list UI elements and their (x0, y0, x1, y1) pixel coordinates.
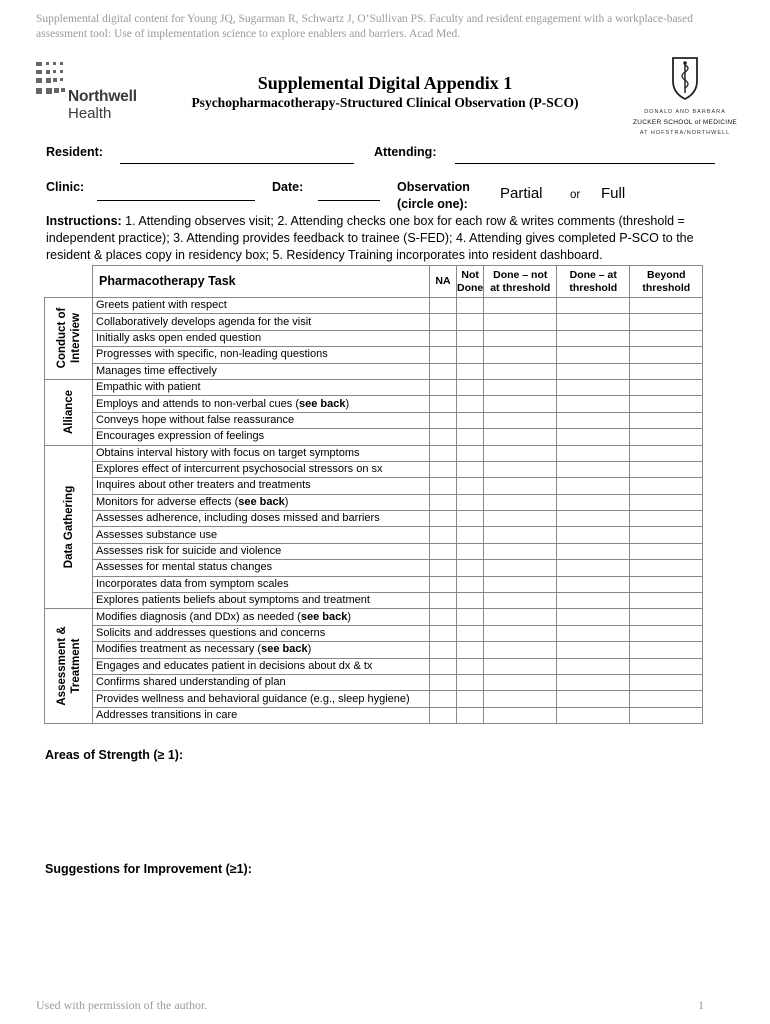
checkbox-at-threshold[interactable] (557, 363, 630, 379)
checkbox-beyond[interactable] (630, 543, 703, 559)
task-text: Employs and attends to non-verbal cues ( (96, 397, 300, 410)
section-label-line: Interview (69, 313, 82, 364)
checkbox-beyond[interactable] (630, 674, 703, 690)
checkbox-not-threshold[interactable] (484, 560, 557, 576)
table-row (45, 494, 703, 510)
table-row (45, 461, 703, 477)
table-row (45, 674, 703, 690)
checkbox-na[interactable] (430, 560, 457, 576)
checkbox-at-threshold[interactable] (557, 609, 630, 625)
task-text: ) (307, 643, 312, 656)
checkbox-not-threshold[interactable] (484, 412, 557, 428)
task-cell (93, 412, 430, 428)
areas-of-strength-label: Areas of Strength (≥ 1): (45, 748, 184, 762)
footer-permission: Used with permission of the author. (36, 998, 208, 1012)
table-row (45, 691, 703, 707)
section-label-cell (45, 609, 93, 724)
caduceus-shield-icon (670, 55, 700, 101)
instructions-text: 1. Attending observes visit; 2. Attending checks one box for each row & writes comments (threshold = independent practice); 3. Attending provides feedback to trainee (S-FED); 4. Attending gives completed P-SCO to the resident & places copy in residency box; 5. Residency Training incorporates into resident dashboard. (46, 214, 694, 262)
checkbox-at-threshold[interactable] (557, 478, 630, 494)
checkbox-not-done[interactable] (457, 691, 484, 707)
task-text: ) (284, 495, 289, 508)
checkbox-beyond[interactable] (630, 445, 703, 461)
table-row (45, 593, 703, 609)
task-cell (93, 429, 430, 445)
checkbox-not-threshold[interactable] (484, 478, 557, 494)
checkbox-not-threshold[interactable] (484, 445, 557, 461)
task-text: Solicits and addresses questions and concerns (96, 627, 326, 639)
task-text: ) (345, 397, 350, 410)
resident-label: Resident: (46, 145, 103, 159)
checkbox-not-done[interactable] (457, 707, 484, 723)
checkbox-at-threshold[interactable] (557, 543, 630, 559)
task-cell (93, 576, 430, 592)
table-row (45, 347, 703, 363)
checkbox-beyond[interactable] (630, 658, 703, 674)
checkbox-at-threshold[interactable] (557, 593, 630, 609)
checkbox-at-threshold[interactable] (557, 412, 630, 428)
checkbox-at-threshold[interactable] (557, 347, 630, 363)
checkbox-na[interactable] (430, 379, 457, 395)
checkbox-not-threshold[interactable] (484, 593, 557, 609)
checkbox-not-threshold[interactable] (484, 527, 557, 543)
see-back-note: see back (299, 397, 346, 410)
checkbox-not-done[interactable] (457, 461, 484, 477)
checkbox-at-threshold[interactable] (557, 642, 630, 658)
section-label (62, 486, 76, 568)
table-row (45, 363, 703, 379)
beyond-header-line1: Beyond (646, 268, 686, 281)
checkbox-beyond[interactable] (630, 642, 703, 658)
section-label (55, 627, 83, 706)
pharmacotherapy-task-table (44, 265, 703, 724)
checkbox-na[interactable] (430, 330, 457, 346)
checkbox-not-done[interactable] (457, 298, 484, 314)
task-text: Assesses risk for suicide and violence (96, 545, 282, 558)
task-text: Explores patients beliefs about symptoms and treatment (96, 594, 370, 607)
table-row (45, 527, 703, 543)
task-text: Modifies treatment as necessary ( (96, 643, 262, 656)
checkbox-na[interactable] (430, 691, 457, 707)
logo-text-donald-barbara: DONALD AND BARBARA (644, 109, 726, 115)
section-label-cell (45, 445, 93, 609)
checkbox-beyond[interactable] (630, 461, 703, 477)
task-cell (93, 560, 430, 576)
see-back-note: see back (261, 643, 308, 656)
table-row (45, 560, 703, 576)
northwell-health-logo (34, 60, 152, 124)
checkbox-na[interactable] (430, 347, 457, 363)
checkbox-beyond[interactable] (630, 625, 703, 641)
not-threshold-header-line2: at threshold (490, 281, 551, 294)
checkbox-na[interactable] (430, 363, 457, 379)
task-text: Greets patient with respect (96, 299, 227, 312)
checkbox-na[interactable] (430, 674, 457, 690)
checkbox-na[interactable] (430, 396, 457, 412)
not-done-header-line1: Not (461, 268, 479, 281)
partial-option[interactable]: Partial (500, 185, 543, 202)
checkbox-beyond[interactable] (630, 429, 703, 445)
logo-text-northwell: Northwell (68, 88, 137, 105)
checkbox-not-threshold[interactable] (484, 543, 557, 559)
checkbox-na[interactable] (430, 658, 457, 674)
citation-header: Supplemental digital content for Young JQ, Sugarman R, Schwartz J, O’Sullivan PS. Faculty and resident engagement with a workplace-based assessment tool: Use of implementation science to explore enablers and barriers. Acad Med. (36, 13, 693, 40)
checkbox-not-threshold[interactable] (484, 363, 557, 379)
checkbox-not-threshold[interactable] (484, 379, 557, 395)
checkbox-beyond[interactable] (630, 298, 703, 314)
task-text: Obtains interval history with focus on target symptoms (96, 446, 360, 459)
date-label: Date: (272, 180, 304, 194)
checkbox-beyond[interactable] (630, 363, 703, 379)
checkbox-beyond[interactable] (630, 478, 703, 494)
checkbox-na[interactable] (430, 494, 457, 510)
checkbox-not-done[interactable] (457, 511, 484, 527)
section-label-line: Data Gathering (62, 485, 75, 569)
checkbox-na[interactable] (430, 593, 457, 609)
logo-text-zucker-school: ZUCKER SCHOOL of MEDICINE (632, 119, 738, 126)
checkbox-not-done[interactable] (457, 658, 484, 674)
checkbox-not-threshold[interactable] (484, 347, 557, 363)
checkbox-not-done[interactable] (457, 527, 484, 543)
task-cell (93, 674, 430, 690)
task-text: ) (347, 610, 351, 623)
checkbox-at-threshold[interactable] (557, 494, 630, 510)
checkbox-na[interactable] (430, 461, 457, 477)
table-row (45, 298, 703, 314)
checkbox-not-done[interactable] (457, 674, 484, 690)
checkbox-not-done[interactable] (457, 543, 484, 559)
table-row (45, 429, 703, 445)
checkbox-beyond[interactable] (630, 330, 703, 346)
task-cell (93, 379, 430, 395)
task-cell (93, 330, 430, 346)
checkbox-not-done[interactable] (457, 396, 484, 412)
checkbox-not-threshold[interactable] (484, 330, 557, 346)
task-text: Modifies diagnosis (and DDx) as needed ( (96, 610, 301, 623)
task-cell (93, 527, 430, 543)
at-threshold-header-line2: threshold (569, 281, 618, 294)
section-label (55, 308, 83, 369)
task-text: Inquires about other treaters and treatments (96, 479, 311, 492)
task-text: Manages time effectively (96, 364, 217, 377)
table-row (45, 625, 703, 641)
task-cell (93, 707, 430, 723)
checkbox-beyond[interactable] (630, 691, 703, 707)
clinic-blank[interactable] (97, 200, 255, 201)
task-column-header: Pharmacotherapy Task (93, 266, 430, 298)
checkbox-beyond[interactable] (630, 511, 703, 527)
checkbox-not-done[interactable] (457, 576, 484, 592)
checkbox-beyond[interactable] (630, 527, 703, 543)
checkbox-not-done[interactable] (457, 347, 484, 363)
checkbox-at-threshold[interactable] (557, 429, 630, 445)
task-text: Addresses transitions in care (96, 708, 238, 721)
checkbox-at-threshold[interactable] (557, 691, 630, 707)
task-text: Confirms shared understanding of plan (96, 676, 286, 689)
checkbox-na[interactable] (430, 576, 457, 592)
checkbox-not-threshold[interactable] (484, 658, 557, 674)
not-done-column-header (457, 266, 484, 298)
checkbox-not-threshold[interactable] (484, 298, 557, 314)
checkbox-na[interactable] (430, 642, 457, 658)
table-body (45, 298, 703, 724)
section-label-line: Conduct of (55, 308, 68, 369)
checkbox-beyond[interactable] (630, 396, 703, 412)
checkbox-beyond[interactable] (630, 593, 703, 609)
checkbox-na[interactable] (430, 527, 457, 543)
task-text: Progresses with specific, non-leading questions (96, 348, 328, 361)
or-text: or (570, 189, 581, 201)
checkbox-at-threshold[interactable] (557, 576, 630, 592)
checkbox-not-done[interactable] (457, 593, 484, 609)
checkbox-at-threshold[interactable] (557, 560, 630, 576)
task-cell (93, 347, 430, 363)
checkbox-at-threshold[interactable] (557, 674, 630, 690)
task-text: Assesses for mental status changes (96, 561, 273, 574)
task-text: Encourages expression of feelings (96, 430, 265, 443)
task-cell (93, 298, 430, 314)
checkbox-at-threshold[interactable] (557, 330, 630, 346)
zucker-school-logo (630, 55, 740, 140)
table-row (45, 658, 703, 674)
section-label-line: Alliance (62, 390, 75, 435)
checkbox-at-threshold[interactable] (557, 625, 630, 641)
page-number: 1 (698, 998, 704, 1012)
table-row (45, 412, 703, 428)
task-text: Empathic with patient (96, 381, 201, 394)
checkbox-not-threshold[interactable] (484, 461, 557, 477)
at-threshold-header-line1: Done – at (569, 268, 617, 281)
checkbox-not-threshold[interactable] (484, 511, 557, 527)
checkbox-na[interactable] (430, 478, 457, 494)
checkbox-na[interactable] (430, 298, 457, 314)
task-cell (93, 396, 430, 412)
checkbox-at-threshold[interactable] (557, 314, 630, 330)
northwell-mark-icon (34, 60, 68, 104)
table-row (45, 511, 703, 527)
task-text: Conveys hope without false reassurance (96, 413, 295, 426)
logo-text-hofstra: AT HOFSTRA/NORTHWELL (639, 130, 731, 136)
checkbox-at-threshold[interactable] (557, 298, 630, 314)
checkbox-at-threshold[interactable] (557, 461, 630, 477)
beyond-column-header (630, 266, 703, 298)
checkbox-na[interactable] (430, 445, 457, 461)
checkbox-beyond[interactable] (630, 494, 703, 510)
checkbox-not-done[interactable] (457, 445, 484, 461)
checkbox-not-done[interactable] (457, 330, 484, 346)
checkbox-beyond[interactable] (630, 347, 703, 363)
checkbox-beyond[interactable] (630, 707, 703, 723)
checkbox-at-threshold[interactable] (557, 527, 630, 543)
logo-text-health: Health (68, 105, 112, 122)
instructions-label: Instructions: (46, 214, 122, 228)
checkbox-beyond[interactable] (630, 576, 703, 592)
full-option[interactable]: Full (601, 185, 626, 202)
checkbox-not-done[interactable] (457, 314, 484, 330)
page-title: Supplemental Digital Appendix 1 (257, 73, 513, 93)
page-subtitle: Psychopharmacotherapy-Structured Clinical Observation (P-SCO) (191, 95, 579, 110)
task-cell (93, 543, 430, 559)
attending-blank[interactable] (455, 163, 715, 164)
checkbox-not-done[interactable] (457, 560, 484, 576)
checkbox-not-done[interactable] (457, 478, 484, 494)
checkbox-na[interactable] (430, 609, 457, 625)
table-header-row (45, 266, 703, 298)
task-cell (93, 445, 430, 461)
checkbox-na[interactable] (430, 707, 457, 723)
checkbox-at-threshold[interactable] (557, 707, 630, 723)
task-text: Incorporates data from symptom scales (96, 577, 289, 590)
not-done-header-line2: Done (457, 281, 484, 294)
task-cell (93, 625, 430, 641)
na-column-header: NA (430, 266, 457, 298)
table-row (45, 330, 703, 346)
table-row (45, 379, 703, 395)
checkbox-na[interactable] (430, 511, 457, 527)
checkbox-beyond[interactable] (630, 560, 703, 576)
checkbox-not-done[interactable] (457, 429, 484, 445)
checkbox-not-done[interactable] (457, 625, 484, 641)
task-cell (93, 314, 430, 330)
task-cell (93, 461, 430, 477)
observation-sub-label: (circle one): (397, 197, 468, 211)
date-blank[interactable] (318, 200, 380, 201)
task-cell (93, 494, 430, 510)
checkbox-na[interactable] (430, 314, 457, 330)
checkbox-beyond[interactable] (630, 609, 703, 625)
task-cell (93, 363, 430, 379)
section-label-cell (45, 298, 93, 380)
section-label (62, 390, 76, 434)
checkbox-not-threshold[interactable] (484, 707, 557, 723)
section-header-blank (45, 266, 93, 298)
checkbox-na[interactable] (430, 412, 457, 428)
checkbox-beyond[interactable] (630, 412, 703, 428)
checkbox-na[interactable] (430, 625, 457, 641)
checkbox-at-threshold[interactable] (557, 379, 630, 395)
at-threshold-column-header (557, 266, 630, 298)
table-row (45, 543, 703, 559)
table-row (45, 445, 703, 461)
checkbox-not-threshold[interactable] (484, 625, 557, 641)
checkbox-at-threshold[interactable] (557, 396, 630, 412)
checkbox-at-threshold[interactable] (557, 658, 630, 674)
checkbox-not-done[interactable] (457, 363, 484, 379)
checkbox-at-threshold[interactable] (557, 445, 630, 461)
checkbox-not-threshold[interactable] (484, 691, 557, 707)
section-label-line: Assessment & (55, 626, 68, 706)
table-row (45, 396, 703, 412)
checkbox-at-threshold[interactable] (557, 511, 630, 527)
task-cell (93, 691, 430, 707)
task-text: Explores effect of intercurrent psychosocial stressors on sx (96, 463, 383, 476)
table-row (45, 707, 703, 723)
section-label-cell (45, 379, 93, 445)
table-row (45, 642, 703, 658)
checkbox-not-threshold[interactable] (484, 609, 557, 625)
section-label-line: Treatment (69, 638, 82, 694)
task-cell (93, 593, 430, 609)
checkbox-not-done[interactable] (457, 609, 484, 625)
checkbox-not-threshold[interactable] (484, 429, 557, 445)
checkbox-not-threshold[interactable] (484, 314, 557, 330)
beyond-header-line2: threshold (642, 281, 691, 294)
observation-label: Observation (397, 180, 470, 194)
task-cell (93, 478, 430, 494)
checkbox-beyond[interactable] (630, 379, 703, 395)
see-back-note: see back (238, 495, 285, 508)
checkbox-not-done[interactable] (457, 494, 484, 510)
attending-label: Attending: (374, 145, 437, 159)
checkbox-not-threshold[interactable] (484, 396, 557, 412)
task-cell (93, 511, 430, 527)
checkbox-not-threshold[interactable] (484, 642, 557, 658)
task-text: Provides wellness and behavioral guidance (e.g., sleep hygiene) (96, 692, 410, 705)
checkbox-not-threshold[interactable] (484, 494, 557, 510)
task-cell (93, 658, 430, 674)
checkbox-not-done[interactable] (457, 412, 484, 428)
table-row (45, 314, 703, 330)
resident-blank[interactable] (120, 163, 354, 164)
checkbox-beyond[interactable] (630, 314, 703, 330)
task-text: Collaboratively develops agenda for the visit (96, 315, 312, 328)
task-cell (93, 609, 430, 625)
table-row (45, 609, 703, 625)
task-cell (93, 642, 430, 658)
see-back-note: see back (300, 610, 348, 623)
task-text: Monitors for adverse effects ( (96, 495, 239, 508)
task-text: Assesses substance use (96, 528, 218, 541)
suggestions-improvement-label: Suggestions for Improvement (≥1): (45, 862, 252, 876)
table-row (45, 576, 703, 592)
checkbox-not-threshold[interactable] (484, 576, 557, 592)
checkbox-not-done[interactable] (457, 642, 484, 658)
not-threshold-column-header (484, 266, 557, 298)
checkbox-na[interactable] (430, 429, 457, 445)
clinic-label: Clinic: (46, 180, 85, 194)
checkbox-not-threshold[interactable] (484, 674, 557, 690)
table-row (45, 478, 703, 494)
task-text: Assesses adherence, including doses missed and barriers (96, 512, 380, 525)
checkbox-not-done[interactable] (457, 379, 484, 395)
instructions (46, 213, 726, 264)
task-text: Engages and educates patient in decisions about dx & tx (96, 659, 373, 672)
not-threshold-header-line1: Done – not (493, 268, 548, 281)
checkbox-na[interactable] (430, 543, 457, 559)
task-text: Initially asks open ended question (96, 331, 262, 344)
